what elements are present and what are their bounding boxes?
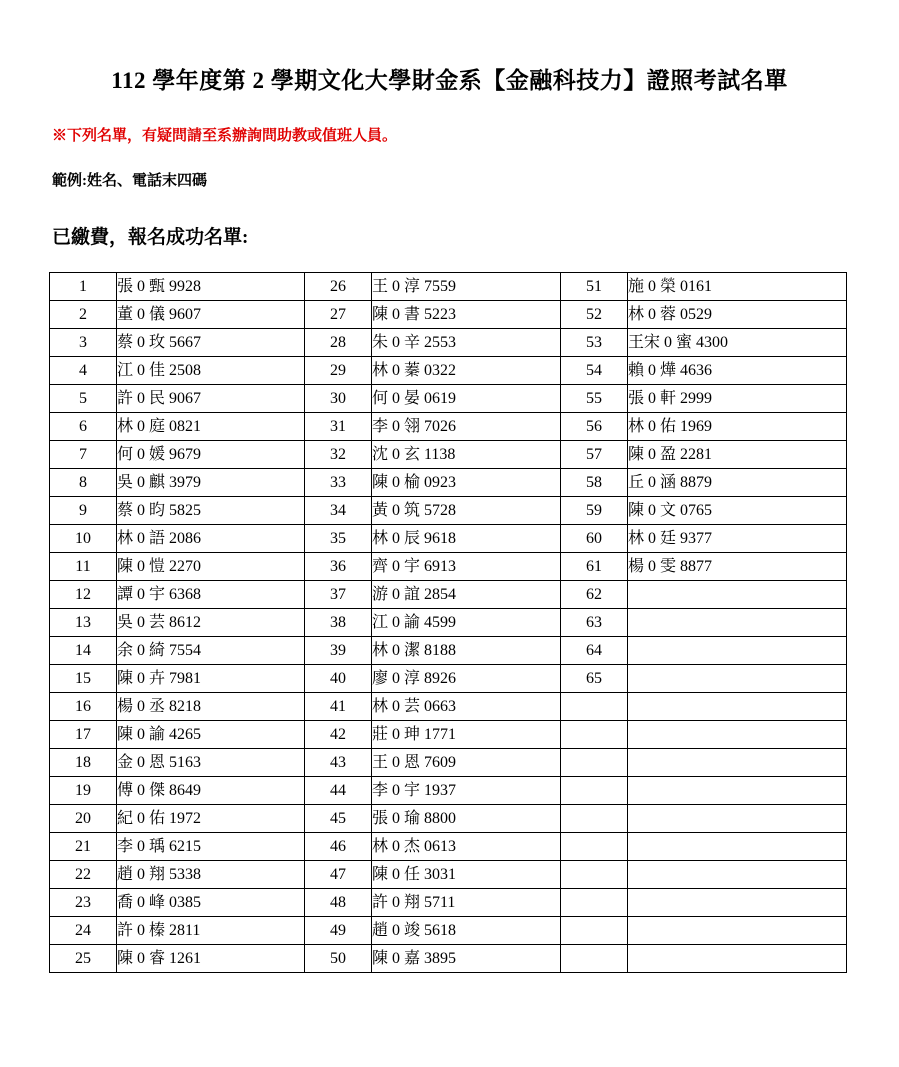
entry-number: 32 [305, 441, 372, 469]
entry-number: 42 [305, 721, 372, 749]
entry-name [628, 861, 847, 889]
roster-table [49, 272, 847, 973]
entry-name: 陳 0 榆 0923 [372, 469, 561, 497]
entry-name [628, 833, 847, 861]
entry-number: 53 [561, 329, 628, 357]
entry-name: 林 0 杰 0613 [372, 833, 561, 861]
entry-number: 35 [305, 525, 372, 553]
entry-name: 陳 0 卉 7981 [117, 665, 305, 693]
entry-number [561, 945, 628, 973]
entry-number: 20 [50, 805, 117, 833]
table-row [50, 497, 847, 525]
page-title: 112 學年度第 2 學期文化大學財金系【金融科技力】證照考試名單 [111, 68, 788, 93]
entry-number: 5 [50, 385, 117, 413]
entry-name: 董 0 儀 9607 [117, 301, 305, 329]
entry-name: 丘 0 涵 8879 [628, 469, 847, 497]
table-row [50, 525, 847, 553]
entry-name: 王宋 0 蜜 4300 [628, 329, 847, 357]
entry-name [628, 665, 847, 693]
entry-name: 譚 0 宇 6368 [117, 581, 305, 609]
table-row [50, 413, 847, 441]
entry-number: 17 [50, 721, 117, 749]
entry-name: 陳 0 書 5223 [372, 301, 561, 329]
entry-number: 18 [50, 749, 117, 777]
entry-name [628, 749, 847, 777]
entry-name: 楊 0 雯 8877 [628, 553, 847, 581]
entry-number: 12 [50, 581, 117, 609]
entry-number: 34 [305, 497, 372, 525]
table-row [50, 917, 847, 945]
entry-name [628, 945, 847, 973]
entry-number: 30 [305, 385, 372, 413]
entry-name: 齊 0 宇 6913 [372, 553, 561, 581]
entry-number: 63 [561, 609, 628, 637]
entry-name: 施 0 榮 0161 [628, 273, 847, 301]
entry-number: 14 [50, 637, 117, 665]
entry-name: 朱 0 辛 2553 [372, 329, 561, 357]
entry-name: 林 0 蓁 0322 [372, 357, 561, 385]
entry-number: 6 [50, 413, 117, 441]
entry-number: 16 [50, 693, 117, 721]
entry-name: 陳 0 任 3031 [372, 861, 561, 889]
entry-number: 45 [305, 805, 372, 833]
entry-name: 江 0 佳 2508 [117, 357, 305, 385]
entry-name: 紀 0 佑 1972 [117, 805, 305, 833]
entry-number: 40 [305, 665, 372, 693]
entry-number: 50 [305, 945, 372, 973]
entry-number: 44 [305, 777, 372, 805]
table-row [50, 273, 847, 301]
entry-name: 陳 0 睿 1261 [117, 945, 305, 973]
table-row [50, 749, 847, 777]
entry-name: 陳 0 文 0765 [628, 497, 847, 525]
table-row [50, 805, 847, 833]
entry-name [628, 693, 847, 721]
entry-number [561, 861, 628, 889]
entry-name [628, 889, 847, 917]
entry-name: 楊 0 丞 8218 [117, 693, 305, 721]
entry-name: 莊 0 珅 1771 [372, 721, 561, 749]
entry-number: 15 [50, 665, 117, 693]
entry-name: 陳 0 諭 4265 [117, 721, 305, 749]
entry-name: 吳 0 芸 8612 [117, 609, 305, 637]
entry-name: 何 0 晏 0619 [372, 385, 561, 413]
table-row [50, 693, 847, 721]
entry-number: 41 [305, 693, 372, 721]
table-row [50, 385, 847, 413]
entry-name: 江 0 諭 4599 [372, 609, 561, 637]
entry-number: 10 [50, 525, 117, 553]
entry-name: 陳 0 嘉 3895 [372, 945, 561, 973]
entry-name: 蔡 0 玫 5667 [117, 329, 305, 357]
entry-number: 49 [305, 917, 372, 945]
entry-name: 游 0 誼 2854 [372, 581, 561, 609]
table-row [50, 889, 847, 917]
entry-name: 張 0 瑜 8800 [372, 805, 561, 833]
entry-number [561, 889, 628, 917]
entry-name: 林 0 語 2086 [117, 525, 305, 553]
entry-number: 13 [50, 609, 117, 637]
entry-name: 吳 0 麒 3979 [117, 469, 305, 497]
entry-number: 39 [305, 637, 372, 665]
entry-number: 33 [305, 469, 372, 497]
entry-number: 3 [50, 329, 117, 357]
entry-number: 27 [305, 301, 372, 329]
entry-number: 43 [305, 749, 372, 777]
table-row [50, 301, 847, 329]
entry-name [628, 777, 847, 805]
entry-number: 29 [305, 357, 372, 385]
entry-number: 7 [50, 441, 117, 469]
entry-number [561, 693, 628, 721]
entry-name [628, 581, 847, 609]
entry-name: 王 0 恩 7609 [372, 749, 561, 777]
entry-name: 陳 0 盈 2281 [628, 441, 847, 469]
entry-number [561, 749, 628, 777]
roster-body [50, 273, 847, 973]
entry-number: 1 [50, 273, 117, 301]
entry-name: 黃 0 筑 5728 [372, 497, 561, 525]
entry-name: 林 0 蓉 0529 [628, 301, 847, 329]
table-row [50, 861, 847, 889]
table-row [50, 833, 847, 861]
entry-number: 9 [50, 497, 117, 525]
entry-name: 許 0 翔 5711 [372, 889, 561, 917]
entry-name: 喬 0 峰 0385 [117, 889, 305, 917]
entry-name: 沈 0 玄 1138 [372, 441, 561, 469]
entry-name: 林 0 潔 8188 [372, 637, 561, 665]
entry-number: 61 [561, 553, 628, 581]
entry-number: 48 [305, 889, 372, 917]
entry-number: 58 [561, 469, 628, 497]
table-row [50, 553, 847, 581]
entry-name: 陳 0 愷 2270 [117, 553, 305, 581]
entry-name: 趙 0 竣 5618 [372, 917, 561, 945]
entry-number: 2 [50, 301, 117, 329]
entry-number: 62 [561, 581, 628, 609]
entry-name: 李 0 翎 7026 [372, 413, 561, 441]
entry-number: 28 [305, 329, 372, 357]
section-heading: 已繳費，報名成功名單: [52, 227, 249, 248]
entry-name: 蔡 0 昀 5825 [117, 497, 305, 525]
entry-name: 李 0 宇 1937 [372, 777, 561, 805]
entry-name: 廖 0 淳 8926 [372, 665, 561, 693]
entry-name: 林 0 佑 1969 [628, 413, 847, 441]
entry-number: 51 [561, 273, 628, 301]
entry-number: 56 [561, 413, 628, 441]
table-row [50, 637, 847, 665]
entry-number: 11 [50, 553, 117, 581]
entry-number: 55 [561, 385, 628, 413]
entry-number: 21 [50, 833, 117, 861]
entry-number: 24 [50, 917, 117, 945]
entry-name: 許 0 民 9067 [117, 385, 305, 413]
entry-number: 31 [305, 413, 372, 441]
table-row [50, 441, 847, 469]
entry-name: 林 0 庭 0821 [117, 413, 305, 441]
table-row [50, 777, 847, 805]
entry-name: 賴 0 燁 4636 [628, 357, 847, 385]
table-row [50, 609, 847, 637]
entry-name: 林 0 廷 9377 [628, 525, 847, 553]
entry-number: 23 [50, 889, 117, 917]
entry-name [628, 805, 847, 833]
entry-number: 19 [50, 777, 117, 805]
entry-number: 64 [561, 637, 628, 665]
entry-name [628, 637, 847, 665]
entry-number: 25 [50, 945, 117, 973]
entry-number [561, 721, 628, 749]
entry-number [561, 833, 628, 861]
entry-name: 張 0 軒 2999 [628, 385, 847, 413]
entry-name: 張 0 甄 9928 [117, 273, 305, 301]
entry-name: 何 0 媛 9679 [117, 441, 305, 469]
entry-number: 38 [305, 609, 372, 637]
entry-name: 許 0 榛 2811 [117, 917, 305, 945]
notice-text: ※下列名單，有疑問請至系辦詢問助教或值班人員。 [52, 128, 398, 144]
entry-name [628, 721, 847, 749]
entry-name: 李 0 瑀 6215 [117, 833, 305, 861]
table-row [50, 665, 847, 693]
entry-number: 57 [561, 441, 628, 469]
entry-name: 傅 0 傑 8649 [117, 777, 305, 805]
table-row [50, 945, 847, 973]
entry-number: 26 [305, 273, 372, 301]
table-row [50, 329, 847, 357]
entry-number: 46 [305, 833, 372, 861]
entry-name: 趙 0 翔 5338 [117, 861, 305, 889]
entry-number: 65 [561, 665, 628, 693]
entry-name: 林 0 芸 0663 [372, 693, 561, 721]
entry-number: 37 [305, 581, 372, 609]
entry-number: 52 [561, 301, 628, 329]
entry-number: 60 [561, 525, 628, 553]
table-row [50, 469, 847, 497]
entry-name [628, 609, 847, 637]
entry-number [561, 805, 628, 833]
entry-number: 59 [561, 497, 628, 525]
table-row [50, 721, 847, 749]
entry-name: 余 0 綺 7554 [117, 637, 305, 665]
entry-name: 王 0 淳 7559 [372, 273, 561, 301]
entry-number [561, 777, 628, 805]
entry-name [628, 917, 847, 945]
entry-number: 54 [561, 357, 628, 385]
entry-number: 4 [50, 357, 117, 385]
entry-number: 8 [50, 469, 117, 497]
entry-name: 林 0 辰 9618 [372, 525, 561, 553]
entry-number: 47 [305, 861, 372, 889]
table-row [50, 581, 847, 609]
example-format-text: 範例:姓名、電話末四碼 [52, 173, 207, 189]
table-row [50, 357, 847, 385]
entry-number: 22 [50, 861, 117, 889]
entry-number [561, 917, 628, 945]
entry-number: 36 [305, 553, 372, 581]
entry-name: 金 0 恩 5163 [117, 749, 305, 777]
